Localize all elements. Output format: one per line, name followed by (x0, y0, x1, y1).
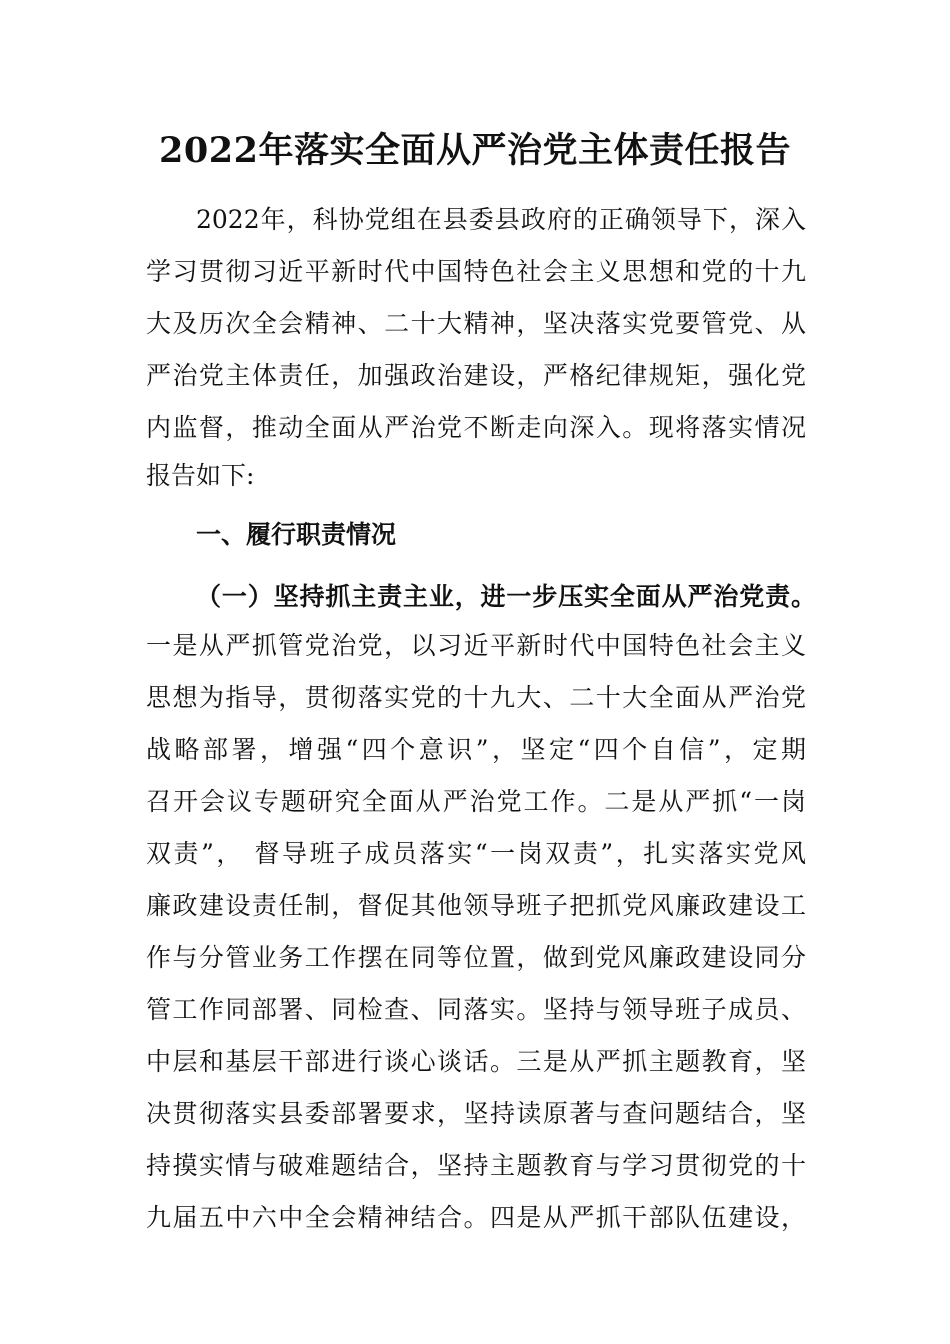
body-line: 持摸实情与破难题结合，坚持主题教育与学习贯彻党的十 (146, 1151, 806, 1180)
intro-line: 报告如下: (146, 461, 255, 490)
intro-line: 内监督，推动全面从严治党不断走向深入。现将落实情况 (146, 413, 806, 442)
body-line: 作与分管业务工作摆在同等位置，做到党风廉政建设同分 (146, 943, 806, 972)
section-heading: 一、履行职责情况 (196, 520, 397, 549)
body-line: 管工作同部署、同检查、同落实。坚持与领导班子成员、 (146, 995, 806, 1024)
body-line: 双责”， 督导班子成员落实“一岗双责”，扎实落实党风 (146, 839, 806, 868)
body-line: 召开会议专题研究全面从严治党工作。二是从严抓“一岗 (146, 787, 806, 816)
subsection-heading: （一）坚持抓主责主业，进一步压实全面从严治党责。 (196, 582, 816, 611)
body-line: 一是从严抓管党治党，以习近平新时代中国特色社会主义 (146, 631, 806, 660)
document-title: 2022年落实全面从严治党主体责任报告 (159, 130, 791, 171)
body-line: 九届五中六中全会精神结合。四是从严抓干部队伍建设， (146, 1203, 806, 1232)
body-line: 决贯彻落实县委部署要求，坚持读原著与查问题结合，坚 (146, 1099, 806, 1128)
body-line: 战略部署，增强“四个意识”，坚定“四个自信”，定期 (146, 735, 806, 764)
body-line: 思想为指导，贯彻落实党的十九大、二十大全面从严治党 (146, 683, 806, 712)
intro-line: 大及历次全会精神、二十大精神，坚决落实党要管党、从 (146, 309, 806, 338)
intro-line: 2022年，科协党组在县委县政府的正确领导下，深入 (196, 205, 806, 234)
intro-line: 严治党主体责任，加强政治建设，严格纪律规矩，强化党 (146, 361, 806, 390)
intro-line: 学习贯彻习近平新时代中国特色社会主义思想和党的十九 (146, 257, 806, 286)
body-line: 廉政建设责任制，督促其他领导班子把抓党风廉政建设工 (146, 891, 806, 920)
body-line: 中层和基层干部进行谈心谈话。三是从严抓主题教育，坚 (146, 1047, 806, 1076)
